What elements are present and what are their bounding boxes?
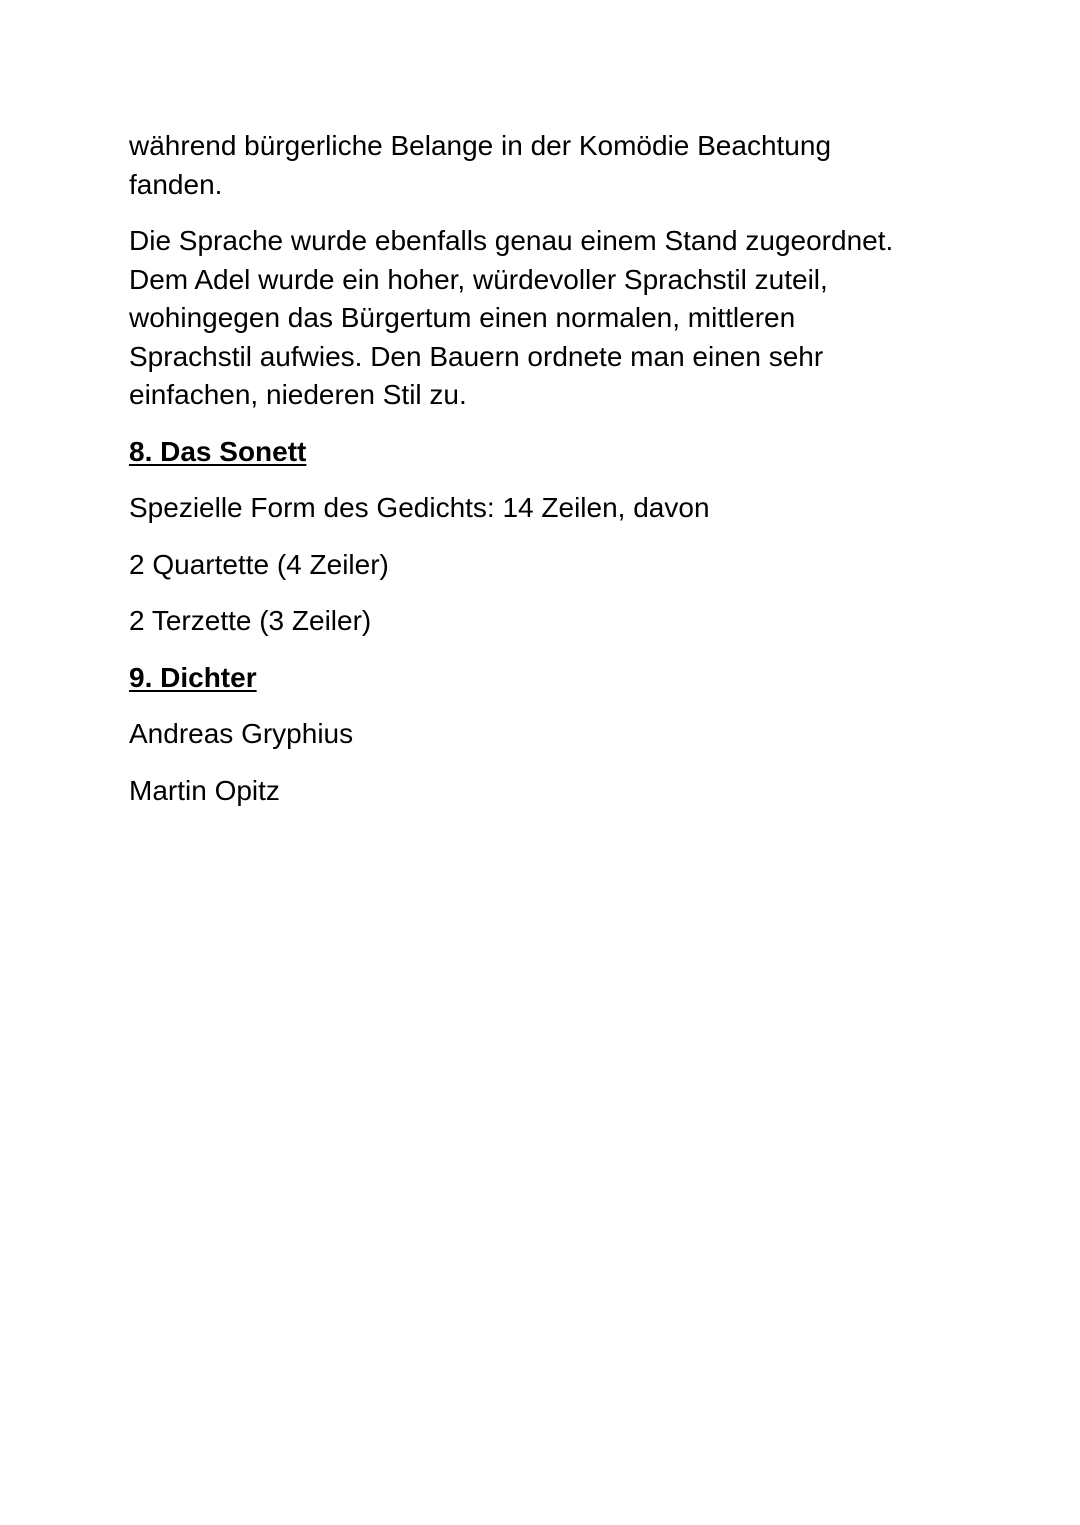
sonett-line: 2 Terzette (3 Zeiler) [129, 605, 372, 636]
section-heading-sonett: 8. Das Sonett [129, 435, 307, 467]
paragraph-comedy [129, 127, 949, 204]
text-line: einfachen, niederen Stil zu. [129, 379, 467, 410]
section-heading-dichter: 9. Dichter [129, 661, 257, 693]
text-line: fanden. [129, 168, 223, 200]
text-line: Dem Adel wurde ein hoher, würdevoller Sprachstil zuteil, [129, 263, 828, 295]
poet-name: Martin Opitz [129, 774, 280, 806]
text-line: Sprachstil aufwies. Den Bauern ordnete man einen sehr [129, 340, 824, 372]
text-line: wohingegen das Bürgertum einen normalen, mittleren [129, 302, 796, 333]
sonett-line: Spezielle Form des Gedichts: 14 Zeilen, davon [129, 492, 710, 523]
text-line: Die Sprache wurde ebenfalls genau einem Stand zugeordnet. [129, 225, 894, 256]
paragraph-language [129, 222, 949, 415]
document-body [129, 127, 949, 828]
text-line: während bürgerliche Belange in der Komödie Beachtung [129, 130, 832, 161]
sonett-line: 2 Quartette (4 Zeiler) [129, 548, 389, 580]
poet-name: Andreas Gryphius [129, 718, 354, 749]
